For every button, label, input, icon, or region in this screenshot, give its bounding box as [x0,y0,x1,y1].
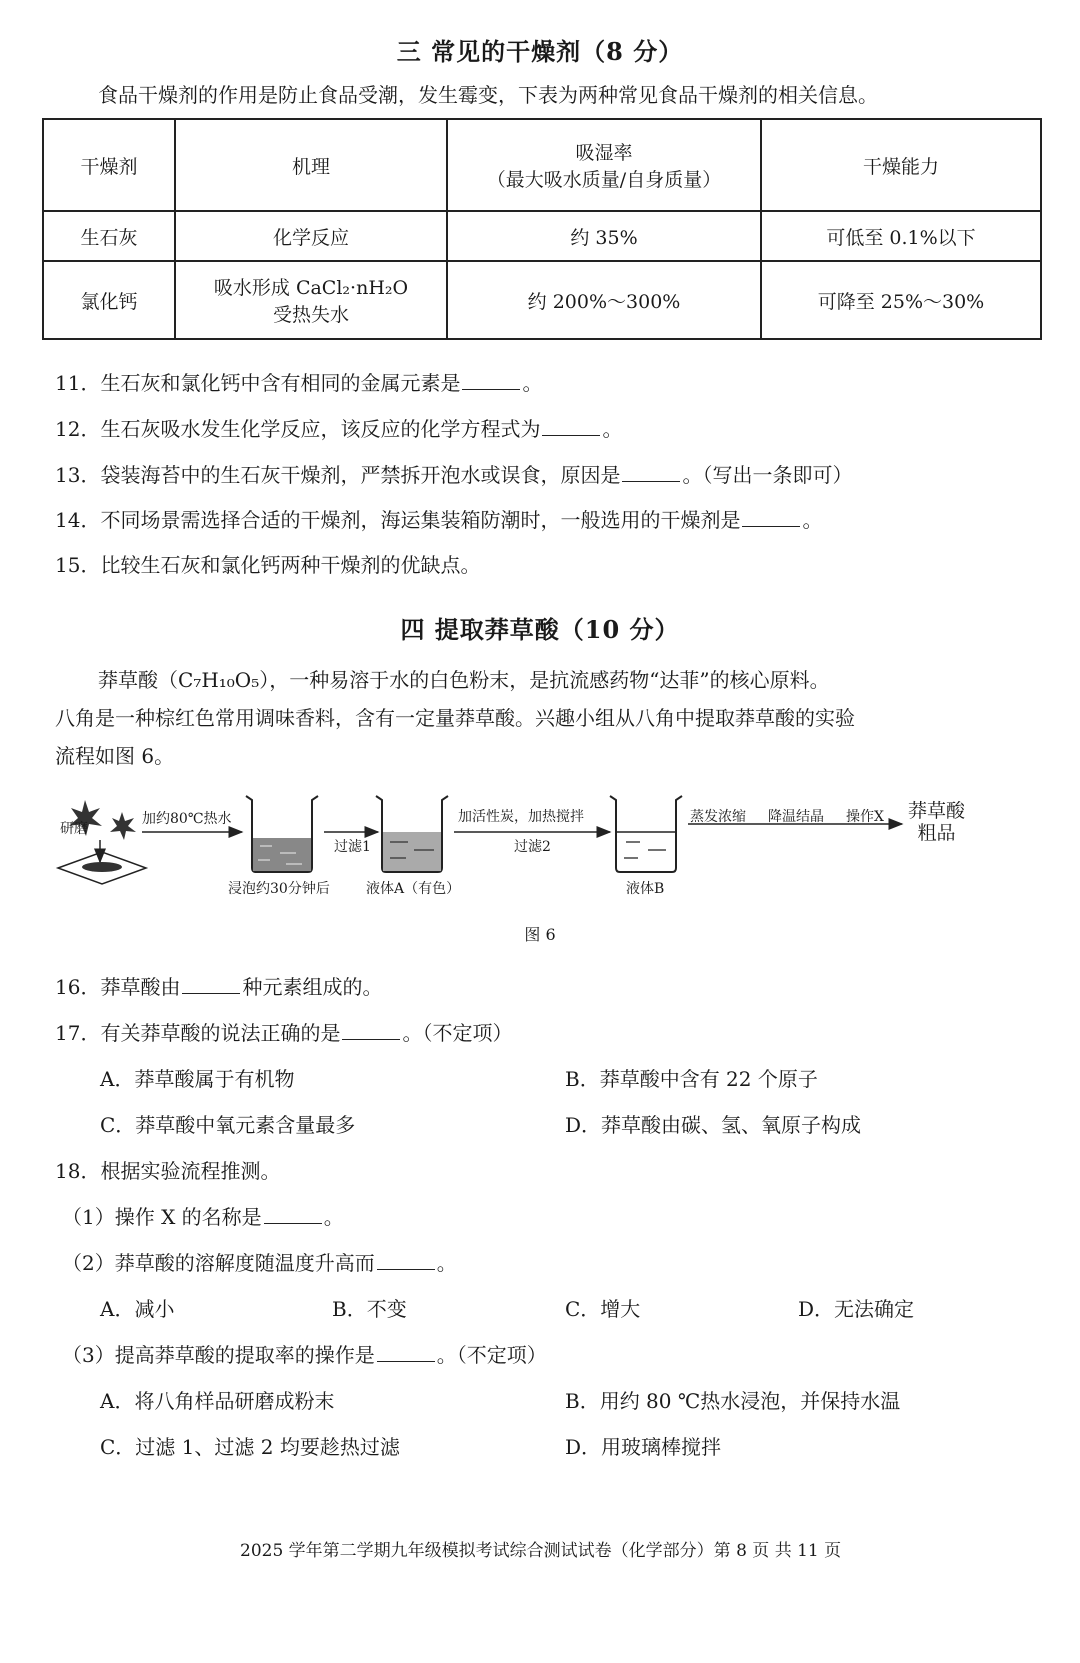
q17-option-b[interactable]: B．莽草酸中含有 22 个原子 [565,1067,818,1091]
question-18-3: （3）提高莽草酸的提取率的操作是 。（不定项） [62,1343,547,1367]
label-filter2: 过滤2 [514,839,551,855]
q18-2-option-a[interactable]: A．减小 [100,1297,175,1321]
question-18: 18．根据实验流程推测。 [55,1159,281,1183]
label-crystallize: 降温结晶 [768,809,824,825]
row2-mechanism-line1: 吸水形成 CaCl₂·nH₂O [213,277,409,299]
question-12: 12．生石灰吸水发生化学反应，该反应的化学方程式为 。 [55,417,623,441]
answer-blank[interactable] [182,975,240,994]
label-product-line1: 莽草酸 [908,800,966,822]
beaker-icon [376,796,448,872]
section3-intro: 食品干燥剂的作用是防止食品受潮，发生霉变，下表为两种常见食品干燥剂的相关信息。 [98,83,878,107]
header-ability: 干燥能力 [761,119,1041,211]
desiccant-table [42,118,1042,340]
label-product [908,800,965,844]
answer-blank[interactable] [462,371,520,390]
question-13: 13．袋装海苔中的生石灰干燥剂，严禁拆开泡水或误食，原因是 。（写出一条即可） [55,463,853,487]
figure-caption: 图 6 [524,925,556,944]
answer-blank[interactable] [542,417,600,436]
question-18-2: （2）莽草酸的溶解度随温度升高而 。 [62,1251,457,1275]
answer-blank[interactable] [342,1021,400,1040]
header-rate [447,119,761,211]
answer-blank[interactable] [622,463,680,482]
q18-3-option-c[interactable]: C．过滤 1、过滤 2 均要趁热过滤 [100,1435,400,1459]
section4-intro-line2: 八角是一种棕红色常用调味香料，含有一定量莽草酸。兴趣小组从八角中提取莽草酸的实验 [55,706,855,730]
label-step2: 加活性炭，加热搅拌 [458,809,584,825]
q18-3-option-d[interactable]: D．用玻璃棒搅拌 [565,1435,722,1459]
row2-ability: 可降至 25%～30% [761,261,1041,339]
header-rate-line1: 吸湿率 [575,142,633,164]
answer-blank[interactable] [742,508,800,527]
q17-option-d[interactable]: D．莽草酸由碳、氢、氧原子构成 [565,1113,862,1137]
label-liquid-a: 液体A（有色） [366,881,461,897]
section3-title: 三 常见的干燥剂（8 分） [396,37,684,66]
section4-title: 四 提取莽草酸（10 分） [400,615,680,644]
q17-option-a[interactable]: A．莽草酸属于有机物 [100,1067,295,1091]
row2-rate: 约 200%～300% [447,261,761,339]
header-mechanism: 机理 [175,119,447,211]
q17-option-c[interactable]: C．莽草酸中氧元素含量最多 [100,1113,356,1137]
q18-3-option-b[interactable]: B．用约 80 ℃热水浸泡，并保持水温 [565,1389,901,1413]
q18-2-option-c[interactable]: C．增大 [565,1297,641,1321]
beaker-icon [610,796,682,872]
label-filter1: 过滤1 [334,839,371,855]
label-operation-x: 操作X [846,809,884,825]
row1-name: 生石灰 [43,211,175,261]
page-footer: 2025 学年第二学期九年级模拟考试综合测试试卷（化学部分）第 8 页 共 11 页 [240,1541,842,1561]
question-15: 15．比较生石灰和氯化钙两种干燥剂的优缺点。 [55,553,481,577]
row2-mechanism [175,261,447,339]
question-18-1: （1）操作 X 的名称是 。 [62,1205,344,1229]
header-desiccant: 干燥剂 [43,119,175,211]
label-grind: 研磨 [60,821,88,837]
row1-ability: 可低至 0.1%以下 [761,211,1041,261]
label-liquid-b: 液体B [626,881,665,897]
grinding-dish-icon [58,852,146,884]
section4-intro-line1: 莽草酸（C₇H₁₀O₅），一种易溶于水的白色粉末，是抗流感药物“达菲”的核心原料。 [98,668,830,692]
label-evaporate: 蒸发浓缩 [690,809,746,825]
q18-3-option-a[interactable]: A．将八角样品研磨成粉末 [100,1389,335,1413]
label-step1: 加约80℃热水 [142,811,232,827]
table-row [43,211,1041,261]
question-14: 14．不同场景需选择合适的干燥剂，海运集装箱防潮时，一般选用的干燥剂是 。 [55,508,823,532]
section4-intro-line3: 流程如图 6。 [55,744,175,768]
answer-blank[interactable] [377,1251,435,1270]
label-soak: 浸泡约30分钟后 [228,881,330,897]
row2-mechanism-line2: 受热失水 [272,304,349,326]
row1-mechanism: 化学反应 [175,211,447,261]
question-16: 16．莽草酸由 种元素组成的。 [55,975,383,999]
row1-rate: 约 35% [447,211,761,261]
q18-2-option-d[interactable]: D．无法确定 [798,1297,915,1321]
question-17: 17．有关莽草酸的说法正确的是 。（不定项） [55,1021,513,1045]
header-rate-line2: （最大吸水质量/自身质量） [486,169,722,191]
answer-blank[interactable] [377,1343,435,1362]
table-header-row [43,119,1041,211]
beaker-icon [246,796,318,872]
answer-blank[interactable] [264,1205,322,1224]
q18-2-option-b[interactable]: B．不变 [332,1297,407,1321]
label-product-line2: 粗品 [917,822,956,844]
row2-name: 氯化钙 [43,261,175,339]
table-row [43,261,1041,339]
question-11: 11．生石灰和氯化钙中含有相同的金属元素是 。 [55,371,543,395]
